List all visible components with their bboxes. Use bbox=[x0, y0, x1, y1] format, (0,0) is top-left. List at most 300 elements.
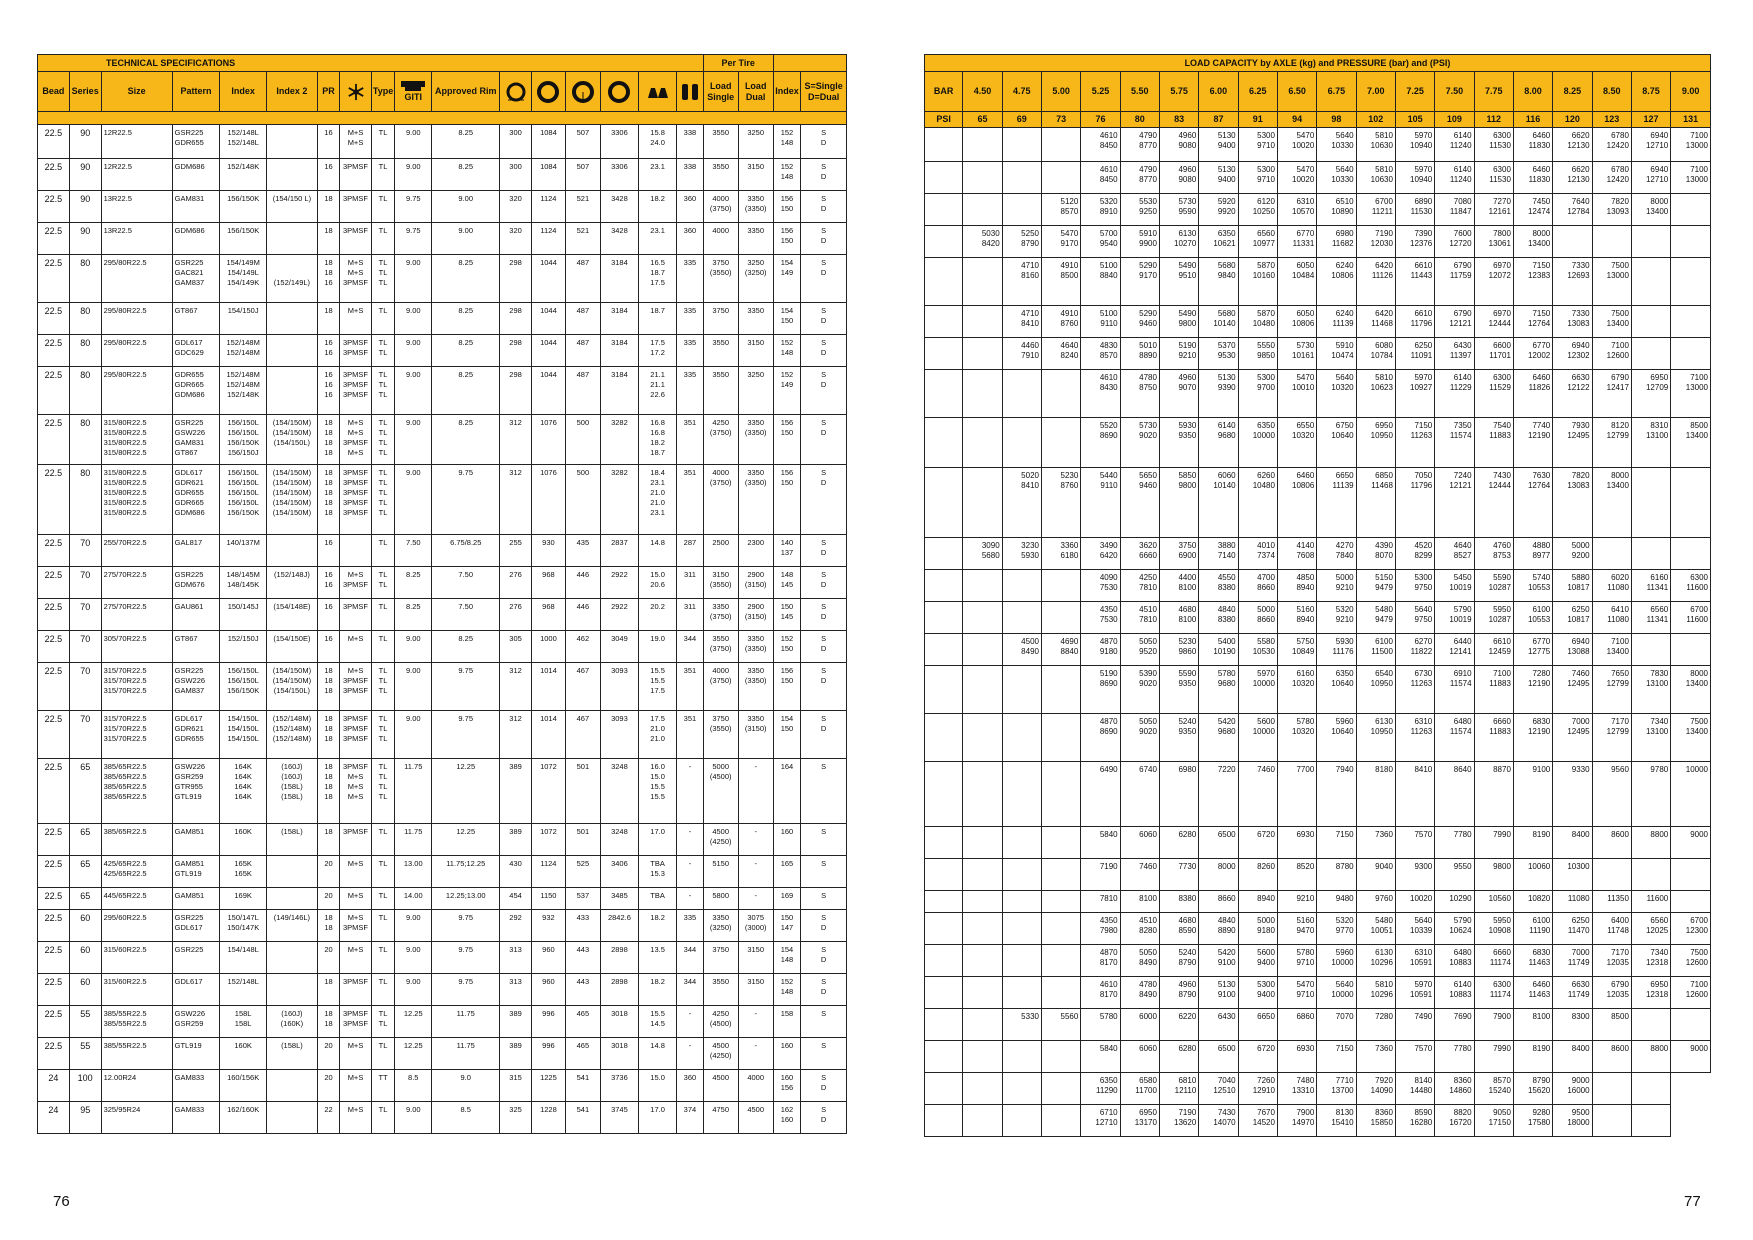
spec-cell-index: 164K 164K 164K 164K bbox=[220, 759, 267, 824]
load-cell bbox=[1671, 258, 1711, 306]
bar-value: 6.75 bbox=[1317, 72, 1356, 112]
spec-cell-snow: 3PMSF 3PMSF bbox=[340, 335, 372, 367]
load-cell: 5640 10330 bbox=[1317, 162, 1356, 194]
load-cell: 6350 11290 bbox=[1081, 1073, 1120, 1105]
load-cell: 6720 bbox=[1238, 827, 1277, 859]
load-cell bbox=[1671, 1009, 1711, 1041]
spec-cell-index2 bbox=[266, 856, 317, 888]
load-cell: 6780 12420 bbox=[1592, 128, 1631, 162]
spec-cell-size: 315/60R22.5 bbox=[101, 974, 172, 1006]
load-cell: 7100 11883 bbox=[1474, 666, 1513, 714]
spec-cell-ls: 4000 bbox=[703, 223, 738, 255]
spec-cell-giti: 9.00 bbox=[395, 159, 432, 191]
load-cell: 7340 13100 bbox=[1631, 714, 1670, 762]
spec-cell-c1: 255 bbox=[500, 535, 532, 567]
spec-row bbox=[38, 567, 847, 599]
spec-cell-c1: 430 bbox=[500, 856, 532, 888]
load-cell: 6100 11500 bbox=[1356, 634, 1395, 666]
load-cell: 6250 10817 bbox=[1553, 602, 1592, 634]
spec-cell-index2: (160J) (160K) bbox=[266, 1006, 317, 1038]
load-cell: 7170 12035 bbox=[1592, 945, 1631, 977]
spec-cell-c2: 960 bbox=[531, 974, 565, 1006]
load-row bbox=[925, 1073, 1711, 1105]
spec-cell-ls: 4000 (3750) bbox=[703, 191, 738, 223]
load-cell: 7460 12495 bbox=[1553, 666, 1592, 714]
load-cell: 6140 11229 bbox=[1435, 370, 1474, 418]
load-cell: 8130 15410 bbox=[1317, 1105, 1356, 1137]
spec-cell-idx: 156 150 bbox=[773, 663, 801, 711]
spec-cell-c4: 3406 bbox=[600, 856, 638, 888]
spec-cell-giti: 9.00 bbox=[395, 631, 432, 663]
load-cell: 6300 11530 bbox=[1474, 128, 1513, 162]
spec-cell-ld: 3250 (3250) bbox=[738, 255, 773, 303]
load-cell: 7570 bbox=[1395, 1041, 1434, 1073]
spec-cell-index2 bbox=[266, 223, 317, 255]
load-cell: 7810 bbox=[1081, 891, 1120, 913]
load-cell: 8100 bbox=[1513, 1009, 1552, 1041]
load-cell: 5590 9350 bbox=[1159, 666, 1198, 714]
load-cell: 5970 10940 bbox=[1395, 162, 1434, 194]
load-cell bbox=[963, 1073, 1002, 1105]
col-pr: PR bbox=[317, 72, 339, 112]
load-cell: 6500 bbox=[1199, 827, 1238, 859]
load-cell: 5000 8660 bbox=[1238, 602, 1277, 634]
spec-cell-type: TL TL TL bbox=[371, 255, 394, 303]
spec-cell-type: TL bbox=[371, 223, 394, 255]
load-cell: 7900 14970 bbox=[1277, 1105, 1316, 1137]
spec-cell-giti: 9.00 bbox=[395, 465, 432, 535]
spec-cell-snow: M+S M+S bbox=[340, 125, 372, 159]
load-cell bbox=[963, 977, 1002, 1009]
load-cell: 10820 bbox=[1513, 891, 1552, 913]
rolling-circ-icon bbox=[600, 72, 638, 112]
load-cell: 6830 11463 bbox=[1513, 945, 1552, 977]
spec-cell-c4: 3736 bbox=[600, 1070, 638, 1102]
load-cell bbox=[1671, 891, 1711, 913]
spec-cell-c3: 462 bbox=[565, 631, 600, 663]
load-cell: 5910 9900 bbox=[1120, 226, 1159, 258]
spec-cell-giti: 9.00 bbox=[395, 711, 432, 759]
load-cell: 8410 bbox=[1395, 762, 1434, 827]
load-cell: 5300 9750 bbox=[1395, 570, 1434, 602]
spec-cell-depth: 15.8 24.0 bbox=[639, 125, 677, 159]
spec-cell-index2 bbox=[266, 942, 317, 974]
col-series: Series bbox=[69, 72, 101, 112]
spec-cell-giti: 11.75 bbox=[395, 759, 432, 824]
load-cell: 6310 11263 bbox=[1395, 714, 1434, 762]
load-row bbox=[925, 762, 1711, 827]
psi-value: 83 bbox=[1159, 112, 1198, 128]
load-cell: 5640 10339 bbox=[1395, 913, 1434, 945]
spec-cell-depth: 17.0 bbox=[639, 1102, 677, 1134]
spec-cell-c3: 500 bbox=[565, 465, 600, 535]
spec-cell-c1: 313 bbox=[500, 942, 532, 974]
spec-cell-idx: 160 bbox=[773, 824, 801, 856]
spec-cell-index: 152/150J bbox=[220, 631, 267, 663]
spec-cell-rim: 8.25 bbox=[432, 335, 500, 367]
load-cell: 10300 bbox=[1553, 859, 1592, 891]
spec-cell-idx: 152 148 bbox=[773, 159, 801, 191]
load-cell: 11350 bbox=[1592, 891, 1631, 913]
load-cell: 6300 11529 bbox=[1474, 370, 1513, 418]
spec-cell-giti: 12.25 bbox=[395, 1038, 432, 1070]
load-cell: 8820 16720 bbox=[1435, 1105, 1474, 1137]
load-cell: 5480 9479 bbox=[1356, 602, 1395, 634]
load-cell: 3620 6660 bbox=[1120, 538, 1159, 570]
spec-cell-depth: 15.0 bbox=[639, 1070, 677, 1102]
spec-cell-rim: 8.25 bbox=[432, 255, 500, 303]
spec-cell-sd: S D bbox=[801, 303, 847, 335]
load-cell: 6130 10296 bbox=[1356, 945, 1395, 977]
load-cell: 5930 11176 bbox=[1317, 634, 1356, 666]
load-cell: 9560 bbox=[1592, 762, 1631, 827]
load-cell: 5910 10474 bbox=[1317, 338, 1356, 370]
load-cell: 5970 10940 bbox=[1395, 128, 1434, 162]
spec-cell-index2: (158L) bbox=[266, 1038, 317, 1070]
load-cell: 5740 10553 bbox=[1513, 570, 1552, 602]
load-cell: 5300 9710 bbox=[1238, 162, 1277, 194]
spec-cell-index: 158L 158L bbox=[220, 1006, 267, 1038]
load-cell: 7650 12799 bbox=[1592, 666, 1631, 714]
spec-cell-index2 bbox=[266, 888, 317, 910]
spec-cell-pattern: GDL617 GDR621 GDR655 bbox=[172, 711, 220, 759]
load-row bbox=[925, 859, 1711, 891]
spec-cell-c2: 1044 bbox=[531, 367, 565, 415]
spec-cell-depth: 21.1 21.1 22.6 bbox=[639, 367, 677, 415]
load-cell: 6630 12122 bbox=[1553, 370, 1592, 418]
spec-cell-c6: - bbox=[677, 856, 704, 888]
spec-cell-c1: 389 bbox=[500, 759, 532, 824]
load-cell: 6350 10000 bbox=[1238, 418, 1277, 468]
spec-cell-pr: 18 18 18 18 bbox=[317, 759, 339, 824]
load-cell bbox=[963, 666, 1002, 714]
spec-cell-bead: 22.5 bbox=[38, 465, 70, 535]
spec-cell-sd: S D bbox=[801, 631, 847, 663]
spec-cell-depth: TBA bbox=[639, 888, 677, 910]
spec-cell-series: 70 bbox=[69, 599, 101, 631]
spec-row bbox=[38, 191, 847, 223]
spec-cell-ld: 3150 bbox=[738, 159, 773, 191]
spec-cell-ld: 3250 bbox=[738, 367, 773, 415]
load-cell: 7490 bbox=[1395, 1009, 1434, 1041]
spec-cell-idx: 158 bbox=[773, 1006, 801, 1038]
spec-cell-pr: 18 18 18 bbox=[317, 663, 339, 711]
load-cell: 4690 8840 bbox=[1041, 634, 1080, 666]
spec-cell-snow: 3PMSF 3PMSF 3PMSF bbox=[340, 367, 372, 415]
spec-cell-pattern: GAM851 bbox=[172, 888, 220, 910]
spec-cell-snow: 3PMSF bbox=[340, 974, 372, 1006]
spec-cell-idx: 160 bbox=[773, 1038, 801, 1070]
col-bead: Bead bbox=[38, 72, 70, 112]
spec-cell-giti: 8.5 bbox=[395, 1070, 432, 1102]
spec-cell-pr: 20 bbox=[317, 888, 339, 910]
load-cell bbox=[1041, 1041, 1080, 1073]
spec-cell-index: 152/148M 152/148M 152/148K bbox=[220, 367, 267, 415]
spec-cell-series: 70 bbox=[69, 663, 101, 711]
spec-cell-index: 152/148K bbox=[220, 159, 267, 191]
tread-depth-icon bbox=[639, 72, 677, 112]
spec-cell-index: 160/156K bbox=[220, 1070, 267, 1102]
load-cell: 5790 10019 bbox=[1435, 602, 1474, 634]
load-row bbox=[925, 1105, 1711, 1137]
spec-cell-c6: - bbox=[677, 888, 704, 910]
load-cell bbox=[1041, 1073, 1080, 1105]
spec-cell-pr: 18 bbox=[317, 191, 339, 223]
spec-cell-bead: 22.5 bbox=[38, 974, 70, 1006]
spec-cell-c3: 465 bbox=[565, 1006, 600, 1038]
load-cell: 7070 bbox=[1317, 1009, 1356, 1041]
spec-cell-c2: 1124 bbox=[531, 856, 565, 888]
spec-cell-type: TL bbox=[371, 125, 394, 159]
spec-cell-snow: M+S bbox=[340, 888, 372, 910]
spec-cell-pr: 18 18 18 18 bbox=[317, 415, 339, 465]
spec-cell-depth: 17.5 17.2 bbox=[639, 335, 677, 367]
spec-cell-type: TL bbox=[371, 191, 394, 223]
spec-cell-sd: S D bbox=[801, 335, 847, 367]
load-row bbox=[925, 602, 1711, 634]
spec-cell-ls: 3550 bbox=[703, 974, 738, 1006]
spec-cell-c1: 298 bbox=[500, 367, 532, 415]
psi-value: 120 bbox=[1553, 112, 1592, 128]
spec-cell-c1: 298 bbox=[500, 335, 532, 367]
spec-cell-c4: 3018 bbox=[600, 1006, 638, 1038]
spec-cell-sd: S bbox=[801, 1038, 847, 1070]
spec-cell-size: 255/70R22.5 bbox=[101, 535, 172, 567]
spec-cell-c6: 360 bbox=[677, 223, 704, 255]
load-cell: 6560 11341 bbox=[1631, 602, 1670, 634]
spec-cell-c6: 351 bbox=[677, 415, 704, 465]
spec-cell-size: 385/55R22.5 385/55R22.5 bbox=[101, 1006, 172, 1038]
load-cell bbox=[963, 418, 1002, 468]
spec-cell-index: 154/148L bbox=[220, 942, 267, 974]
load-row bbox=[925, 666, 1711, 714]
static-radius-icon bbox=[565, 72, 600, 112]
load-cell: 6410 11080 bbox=[1592, 602, 1631, 634]
spec-cell-idx: 169 bbox=[773, 888, 801, 910]
spec-cell-index: 156/150L 156/150L 156/150K bbox=[220, 663, 267, 711]
spec-cell-series: 70 bbox=[69, 631, 101, 663]
psi-value: 65 bbox=[963, 112, 1002, 128]
load-cell: 6130 10950 bbox=[1356, 714, 1395, 762]
spec-cell-index: 154/150J bbox=[220, 303, 267, 335]
spec-cell-series: 60 bbox=[69, 942, 101, 974]
load-cell: 5550 9850 bbox=[1238, 338, 1277, 370]
spec-cell-snow: 3PMSF bbox=[340, 824, 372, 856]
spec-cell-pattern: GDL617 GDR621 GDR655 GDR665 GDM686 bbox=[172, 465, 220, 535]
spec-cell-size: 315/70R22.5 315/70R22.5 315/70R22.5 bbox=[101, 711, 172, 759]
spec-cell-depth: 16.5 18.7 17.5 bbox=[639, 255, 677, 303]
spec-cell-size: 295/80R22.5 bbox=[101, 335, 172, 367]
load-cell: 6980 11682 bbox=[1317, 226, 1356, 258]
load-cell: 8590 16280 bbox=[1395, 1105, 1434, 1137]
col-index2: Index 2 bbox=[266, 72, 317, 112]
load-cell: 6860 bbox=[1277, 1009, 1316, 1041]
spec-cell-bead: 22.5 bbox=[38, 711, 70, 759]
load-cell: 6440 12141 bbox=[1435, 634, 1474, 666]
spec-cell-giti: 9.00 bbox=[395, 1102, 432, 1134]
spec-cell-bead: 22.5 bbox=[38, 335, 70, 367]
load-cell: 9300 bbox=[1395, 859, 1434, 891]
spec-cell-c3: 501 bbox=[565, 759, 600, 824]
spec-cell-ls: 3350 (3750) bbox=[703, 599, 738, 631]
load-cell: 6560 12025 bbox=[1631, 913, 1670, 945]
spec-cell-index: 156/150K bbox=[220, 223, 267, 255]
load-cell: 5240 9350 bbox=[1159, 714, 1198, 762]
load-cell: 7150 12383 bbox=[1513, 258, 1552, 306]
spec-cell-idx: 154 148 bbox=[773, 942, 801, 974]
spec-cell-idx: 160 156 bbox=[773, 1070, 801, 1102]
load-cell: 6140 11240 bbox=[1435, 128, 1474, 162]
load-cell: 6950 12709 bbox=[1631, 370, 1670, 418]
load-cell: 6300 11174 bbox=[1474, 977, 1513, 1009]
spec-cell-index: 152/148L 152/148L bbox=[220, 125, 267, 159]
load-cell: 7480 13310 bbox=[1277, 1073, 1316, 1105]
load-cell: 6020 11080 bbox=[1592, 570, 1631, 602]
load-cell: 5290 9460 bbox=[1120, 306, 1159, 338]
load-cell bbox=[963, 913, 1002, 945]
load-cell bbox=[1041, 666, 1080, 714]
spec-cell-c2: 1072 bbox=[531, 759, 565, 824]
load-cell: 8640 bbox=[1435, 762, 1474, 827]
load-cell: 6480 10883 bbox=[1435, 945, 1474, 977]
spec-cell-c3: 487 bbox=[565, 255, 600, 303]
load-cell: 7280 12190 bbox=[1513, 666, 1552, 714]
load-cell: 4550 8380 bbox=[1199, 570, 1238, 602]
spec-cell-type: TL TL TL TL bbox=[371, 415, 394, 465]
spec-cell-series: 90 bbox=[69, 223, 101, 255]
load-row bbox=[925, 945, 1711, 977]
load-cell: 10290 bbox=[1435, 891, 1474, 913]
spec-cell-idx: 150 145 bbox=[773, 599, 801, 631]
load-cell: 11080 bbox=[1553, 891, 1592, 913]
load-cell: 4680 8100 bbox=[1159, 602, 1198, 634]
spec-cell-c1: 389 bbox=[500, 824, 532, 856]
spec-cell-c4: 2922 bbox=[600, 567, 638, 599]
load-cell: 7640 12784 bbox=[1553, 194, 1592, 226]
load-cell bbox=[1631, 1073, 1670, 1105]
spec-cell-snow: 3PMSF 3PMSF 3PMSF 3PMSF 3PMSF bbox=[340, 465, 372, 535]
spec-cell-ls: 4250 (3750) bbox=[703, 415, 738, 465]
load-cell: 4780 8490 bbox=[1120, 977, 1159, 1009]
spec-cell-index2 bbox=[266, 1070, 317, 1102]
load-cell bbox=[963, 338, 1002, 370]
load-cell: 4400 8100 bbox=[1159, 570, 1198, 602]
spec-cell-c1: 312 bbox=[500, 465, 532, 535]
spec-cell-index: 169K bbox=[220, 888, 267, 910]
spec-cell-rim: 9.00 bbox=[432, 191, 500, 223]
spec-cell-rim: 9.75 bbox=[432, 910, 500, 942]
load-cell: 5880 10817 bbox=[1553, 570, 1592, 602]
load-cell bbox=[1671, 338, 1711, 370]
load-cell: 5050 9520 bbox=[1120, 634, 1159, 666]
load-cell: 7630 12764 bbox=[1513, 468, 1552, 538]
spec-cell-index2: (158L) bbox=[266, 824, 317, 856]
spec-cell-c6: 360 bbox=[677, 1070, 704, 1102]
load-cell bbox=[1631, 1009, 1670, 1041]
spec-cell-pr: 16 bbox=[317, 159, 339, 191]
load-cell: 7330 12693 bbox=[1553, 258, 1592, 306]
spec-cell-c2: 1014 bbox=[531, 711, 565, 759]
load-cell bbox=[963, 306, 1002, 338]
spec-cell-type: TL TL bbox=[371, 567, 394, 599]
spec-cell-sd: S D bbox=[801, 942, 847, 974]
load-cell: 4910 8760 bbox=[1041, 306, 1080, 338]
load-cell: 7570 bbox=[1395, 827, 1434, 859]
load-cell: 4960 9080 bbox=[1159, 162, 1198, 194]
spec-cell-depth: 18.2 bbox=[639, 910, 677, 942]
spec-cell-pr: 20 bbox=[317, 1070, 339, 1102]
spec-cell-bead: 22.5 bbox=[38, 910, 70, 942]
load-cell bbox=[1002, 762, 1041, 827]
spec-cell-bead: 22.5 bbox=[38, 191, 70, 223]
spec-cell-giti: 13.00 bbox=[395, 856, 432, 888]
spec-cell-rim: 8.5 bbox=[432, 1102, 500, 1134]
spec-cell-snow: M+S bbox=[340, 856, 372, 888]
spec-row bbox=[38, 759, 847, 824]
spec-cell-ls: 4000 (3750) bbox=[703, 465, 738, 535]
spec-cell-type: TL bbox=[371, 1102, 394, 1134]
spec-cell-snow: M+S 3PMSF bbox=[340, 910, 372, 942]
spec-cell-c1: 300 bbox=[500, 159, 532, 191]
load-cell: 6930 bbox=[1277, 827, 1316, 859]
spec-cell-bead: 24 bbox=[38, 1102, 70, 1134]
spec-cell-type: TL bbox=[371, 824, 394, 856]
load-cell: 5640 10330 bbox=[1317, 128, 1356, 162]
rim-width-icon bbox=[400, 80, 426, 92]
load-cell: 6460 11830 bbox=[1513, 162, 1552, 194]
load-cell: 5490 9800 bbox=[1159, 306, 1198, 338]
spec-cell-pr: 20 bbox=[317, 942, 339, 974]
spec-cell-c1: 313 bbox=[500, 974, 532, 1006]
load-cell: 4460 7910 bbox=[1002, 338, 1041, 370]
load-cell: 4700 8660 bbox=[1238, 570, 1277, 602]
spec-cell-index2 bbox=[266, 335, 317, 367]
spec-cell-c2: 1225 bbox=[531, 1070, 565, 1102]
spec-cell-c2: 996 bbox=[531, 1006, 565, 1038]
spec-cell-depth: 14.8 bbox=[639, 1038, 677, 1070]
load-cell: 5560 bbox=[1041, 1009, 1080, 1041]
spec-row bbox=[38, 125, 847, 159]
spec-cell-c1: 305 bbox=[500, 631, 532, 663]
spec-cell-pattern: GT867 bbox=[172, 303, 220, 335]
load-cell bbox=[1041, 128, 1080, 162]
load-cell: 6750 10640 bbox=[1317, 418, 1356, 468]
load-cell: 3880 7140 bbox=[1199, 538, 1238, 570]
load-cell: 6160 10320 bbox=[1277, 666, 1316, 714]
load-cell: 4510 7810 bbox=[1120, 602, 1159, 634]
spec-cell-type: TL bbox=[371, 159, 394, 191]
load-cell: 6910 11574 bbox=[1435, 666, 1474, 714]
load-cell: 6540 10950 bbox=[1356, 666, 1395, 714]
load-cell: 8400 bbox=[1553, 827, 1592, 859]
load-cell: 6140 10883 bbox=[1435, 977, 1474, 1009]
load-cell: 7340 12318 bbox=[1631, 945, 1670, 977]
spec-cell-index2 bbox=[266, 367, 317, 415]
spec-cell-snow: M+S 3PMSF bbox=[340, 567, 372, 599]
spec-cell-idx: 154 150 bbox=[773, 711, 801, 759]
load-cell bbox=[963, 162, 1002, 194]
spec-cell-series: 80 bbox=[69, 415, 101, 465]
load-cell: 5300 9400 bbox=[1238, 977, 1277, 1009]
spec-cell-size: 315/70R22.5 315/70R22.5 315/70R22.5 bbox=[101, 663, 172, 711]
spec-cell-depth: 15.0 20.6 bbox=[639, 567, 677, 599]
load-cell: 7690 bbox=[1435, 1009, 1474, 1041]
spec-cell-pr: 20 bbox=[317, 856, 339, 888]
bar-value: 5.25 bbox=[1081, 72, 1120, 112]
spec-cell-bead: 22.5 bbox=[38, 223, 70, 255]
spec-cell-sd: S D bbox=[801, 255, 847, 303]
spec-cell-c6: - bbox=[677, 1038, 704, 1070]
